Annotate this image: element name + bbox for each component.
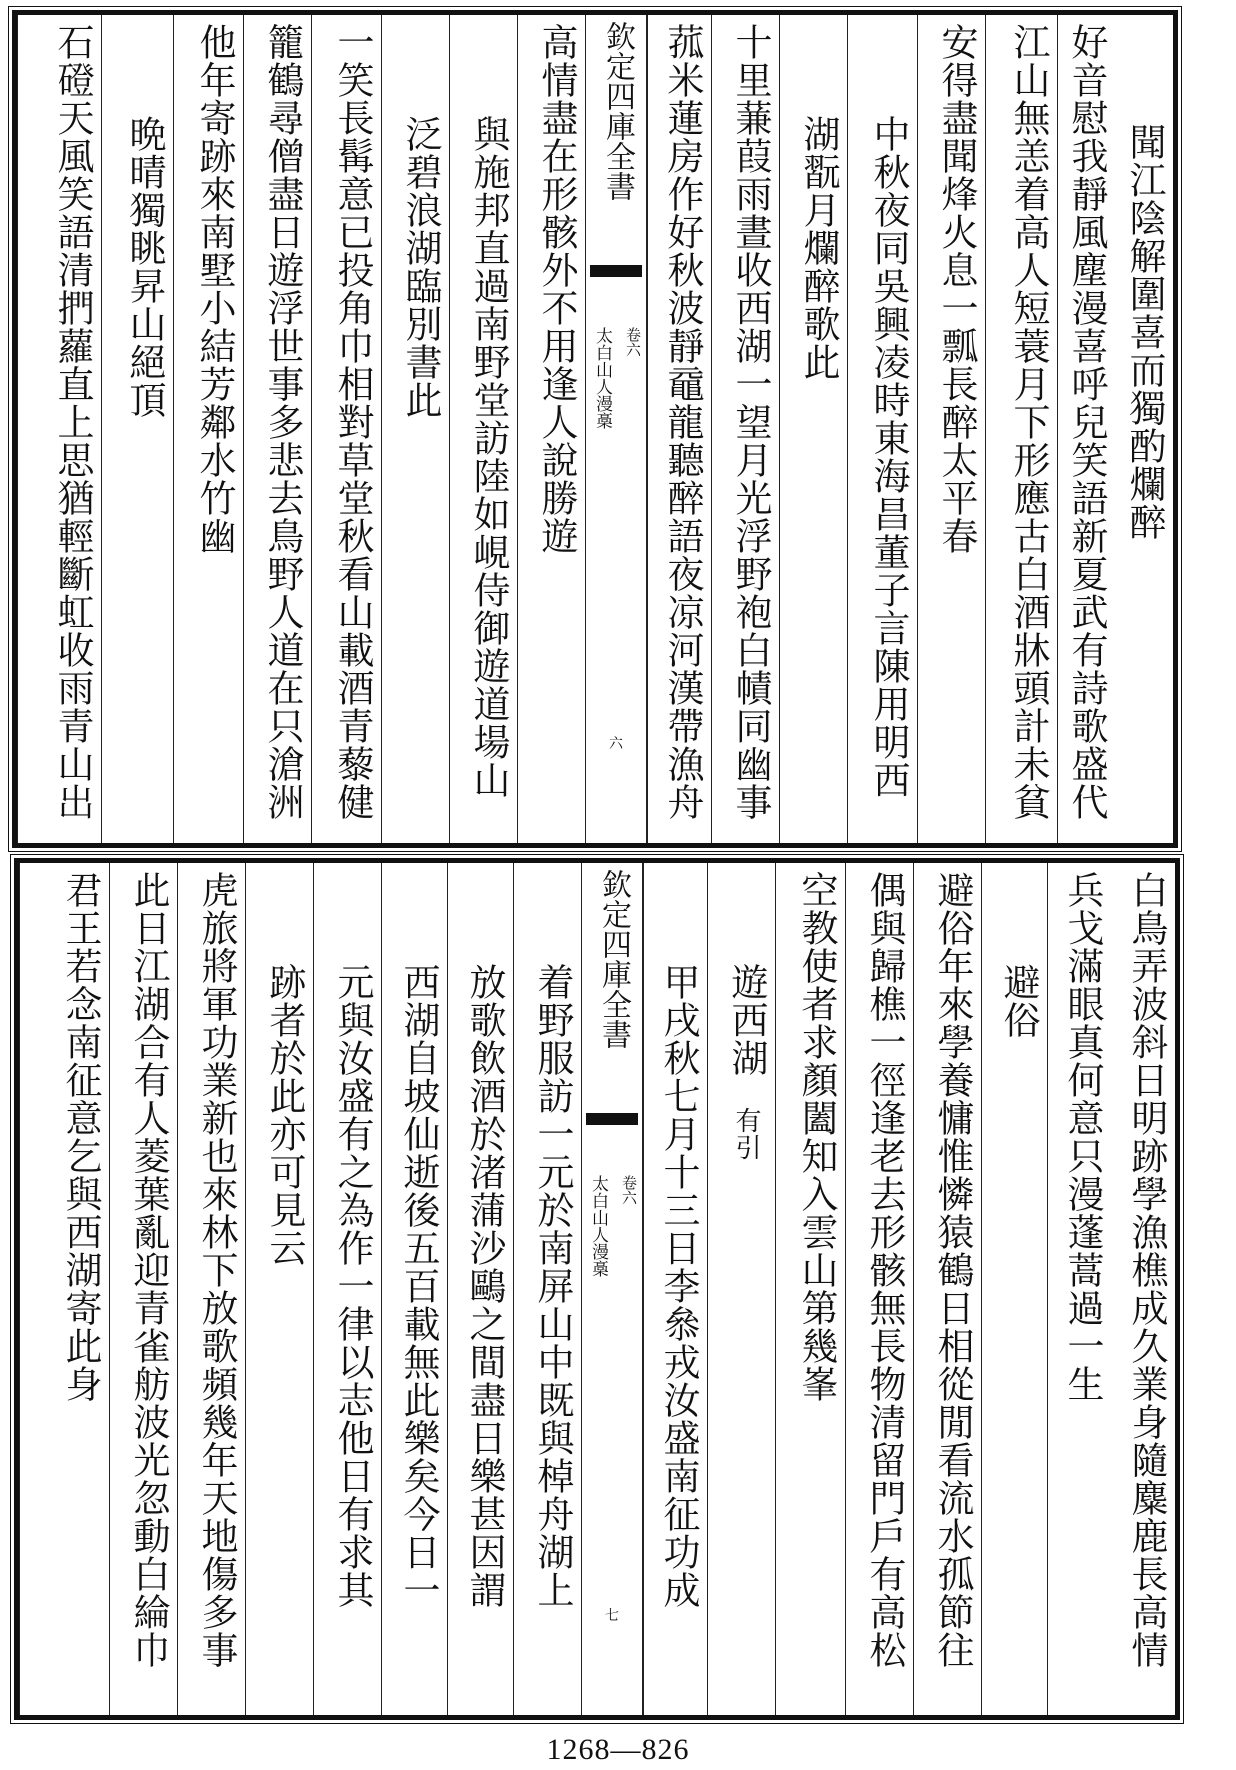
text-column: 甲戌秋七月十三日李叅戎汝盛南征功成 bbox=[643, 863, 707, 1715]
volume-label: 卷六 bbox=[624, 327, 642, 357]
text-column: 江山無恙着高人短蓑月下形應古白酒牀頭計未貧 bbox=[985, 15, 1057, 843]
footer-page-number: 1268—826 bbox=[546, 1733, 690, 1766]
text-column: 一笑長髯意已投角巾相對草堂秋看山載酒青藜健 bbox=[311, 15, 381, 843]
text-column: 十里蒹葭雨晝收西湖一望月光浮野袍白幘同幽事 bbox=[711, 15, 779, 843]
text-column: 中秋夜同吳興凌時東海昌董子言陳用明西 bbox=[847, 15, 917, 843]
text-column: 避俗年來學養慵惟憐猿鶴日相從閒看流水孤節往 bbox=[913, 863, 981, 1715]
text-column: 白鳥弄波斜日明跡學漁樵成久業身隨麋鹿長高情 bbox=[1125, 871, 1168, 1669]
text-column: 此日江湖合有人菱葉亂迎青雀舫波光忽動白綸巾 bbox=[109, 863, 177, 1715]
poem-title: 遊西湖 bbox=[725, 963, 768, 1077]
text-column: 西湖自坡仙逝後五百載無此樂矣今日一 bbox=[381, 863, 447, 1715]
text-column: 放歌飲酒於渚蒲沙鷗之間盡日樂甚因謂 bbox=[447, 863, 513, 1715]
text-column: 他年寄跡來南墅小結芳鄰水竹幽 bbox=[173, 15, 243, 843]
text-column: 跡者於此亦可見云 bbox=[245, 863, 313, 1715]
text-column: 籠鶴尋僧盡日遊浮世事多悲去鳥野人道在只滄洲 bbox=[243, 15, 311, 843]
text-column: 避俗 bbox=[981, 863, 1047, 1715]
volume-label: 卷六 bbox=[620, 1175, 638, 1205]
text-column: 聞江陰解圍喜而獨酌爛醉 bbox=[1123, 123, 1166, 541]
text-column: 石磴天風笑語清捫蘿直上思猶輕斷虹收雨青山出 bbox=[17, 15, 101, 843]
text-column: 元與汝盛有之為作一律以志他日有求其 bbox=[313, 863, 381, 1715]
book-collection-title: 欽定四庫全書 bbox=[600, 21, 635, 201]
text-column: 泛碧浪湖臨別書此 bbox=[381, 15, 449, 843]
text-column: 湖翫月爛醉歌此 bbox=[779, 15, 847, 843]
center-fold-column bbox=[581, 863, 643, 1715]
text-column bbox=[707, 863, 775, 1715]
small-note: 有引 bbox=[731, 1107, 761, 1161]
book-title: 太白山人漫槀 bbox=[588, 1175, 608, 1277]
text-column: 空教使者求顏闔知入雲山第幾峯 bbox=[775, 863, 845, 1715]
leaf-number: 七 bbox=[605, 1608, 619, 1624]
text-column: 晩晴獨眺昇山絕頂 bbox=[101, 15, 173, 843]
text-column: 虎旅將軍功業新也來林下放歌頻幾年天地傷多事 bbox=[177, 863, 245, 1715]
text-column: 安得盡聞烽火息一瓢長醉太平春 bbox=[917, 15, 985, 843]
fishtail-mark bbox=[586, 1113, 638, 1153]
center-fold-column bbox=[585, 15, 647, 843]
bottom-page bbox=[14, 858, 1180, 1720]
text-column: 君王若念南征意乞與西湖寄此身 bbox=[19, 863, 109, 1715]
book-collection-title: 欽定四庫全書 bbox=[596, 869, 631, 1049]
text-column: 偶與歸樵一徑逢老去形骸無長物清留門戶有高松 bbox=[845, 863, 913, 1715]
text-column: 與施邦直過南野堂訪陸如峴侍御遊道場山 bbox=[449, 15, 517, 843]
top-page bbox=[12, 10, 1178, 848]
text-column: 着野服訪一元於南屏山中既與棹舟湖上 bbox=[513, 863, 581, 1715]
text-column: 高情盡在形骸外不用逢人說勝遊 bbox=[517, 15, 585, 843]
book-title: 太白山人漫槀 bbox=[592, 327, 612, 429]
fishtail-mark bbox=[590, 265, 642, 305]
text-column: 兵戈滿眼真何意只漫蓬蒿過一生 bbox=[1047, 863, 1111, 1715]
text-column: 菰米蓮房作好秋波靜黿龍聽醉語夜凉河漢帶漁舟 bbox=[647, 15, 711, 843]
text-column: 好音慰我靜風塵漫喜呼兒笑語新夏武有詩歌盛代 bbox=[1057, 15, 1115, 843]
leaf-number: 六 bbox=[609, 736, 623, 752]
